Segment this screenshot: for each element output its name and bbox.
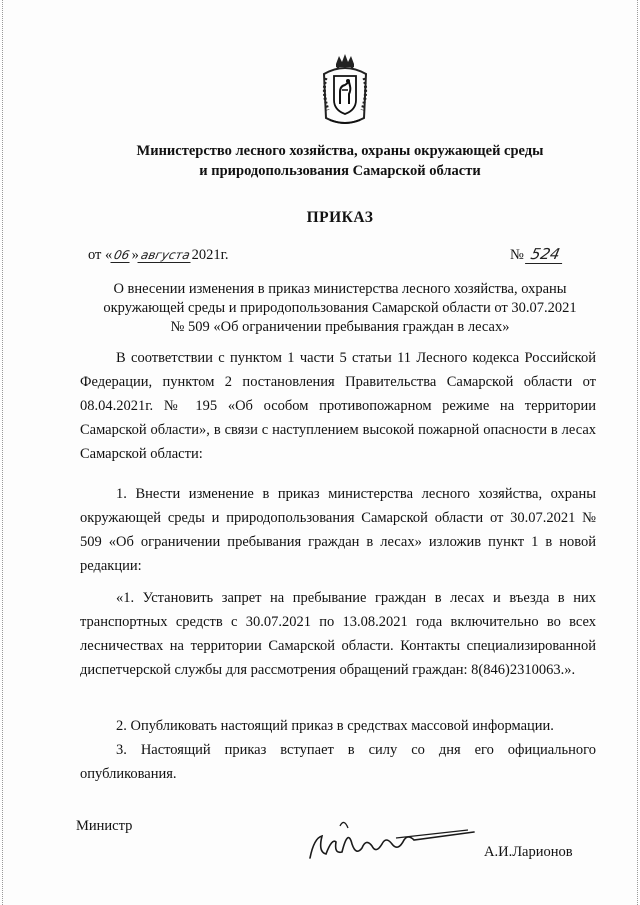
paragraph-item-3: 3. Настоящий приказ вступает в силу со дня его официального опубликования. [80, 742, 596, 782]
ministry-name-line2: и природопользования Самарской области [199, 163, 481, 179]
paragraph-item-1: 1. Внести изменение в приказ министерства лесного хозяйства, охраны окружающей среды и природопользования Самарской области от 30.07.2021 № 509 «Об ограничении пребывания граждан в лесах» изложив пункт 1 в новой редакции: [80, 486, 596, 574]
date-mid: » [131, 247, 139, 263]
document-type: ПРИКАЗ [306, 209, 374, 226]
ministry-name-line1: Министерство лесного хозяйства, охраны окружающей среды [136, 143, 544, 159]
date-prefix: от « [88, 247, 113, 263]
date-day: 06 [111, 248, 133, 263]
subject-line3: № 509 «Об ограничении пребывания граждан в лесах» [170, 319, 510, 335]
scan-edge-left [2, 0, 6, 905]
paragraph-item-2: 2. Опубликовать настоящий приказ в средствах массовой информации. [116, 718, 554, 734]
subject-line2: окружающей среды и природопользования Самарской области от 30.07.2021 [103, 300, 577, 316]
signer-name: А.И.Ларионов [484, 844, 573, 860]
signer-title: Министр [76, 818, 133, 834]
number-prefix: № [510, 247, 524, 263]
date-year: 2021г. [191, 247, 229, 263]
subject-line1: О внесении изменения в приказ министерства лесного хозяйства, охраны [113, 281, 567, 297]
number-value: 524 [525, 245, 566, 264]
document-date [88, 247, 229, 264]
handwritten-signature-icon [300, 808, 475, 866]
paragraph-new-wording: «1. Установить запрет на пребывание граждан в лесах и въезда в них транспортных средств с 30.07.2021 по 13.08.2021 года включительно во всех лесничествах на территории Самарской области. Контакты специализированной диспетчерской службы для рассмотрения обращений граждан: 8(846)2310063.». [80, 590, 596, 678]
samara-coat-of-arms-icon [318, 52, 372, 130]
document-subject [60, 280, 620, 337]
document-number [510, 245, 564, 264]
ministry-name [60, 141, 620, 181]
paragraph-preamble: В соответствии с пунктом 1 части 5 статьи 11 Лесного кодекса Российской Федерации, пунктом 2 постановления Правительства Самарской области от 08.04.2021г. № 195 «Об особом противопожарном режиме на территории Самарской области», в связи с наступлением высокой пожарной опасности в лесах Самарской области: [80, 350, 596, 462]
scan-edge-right [634, 0, 638, 905]
date-month: августа [137, 248, 193, 263]
